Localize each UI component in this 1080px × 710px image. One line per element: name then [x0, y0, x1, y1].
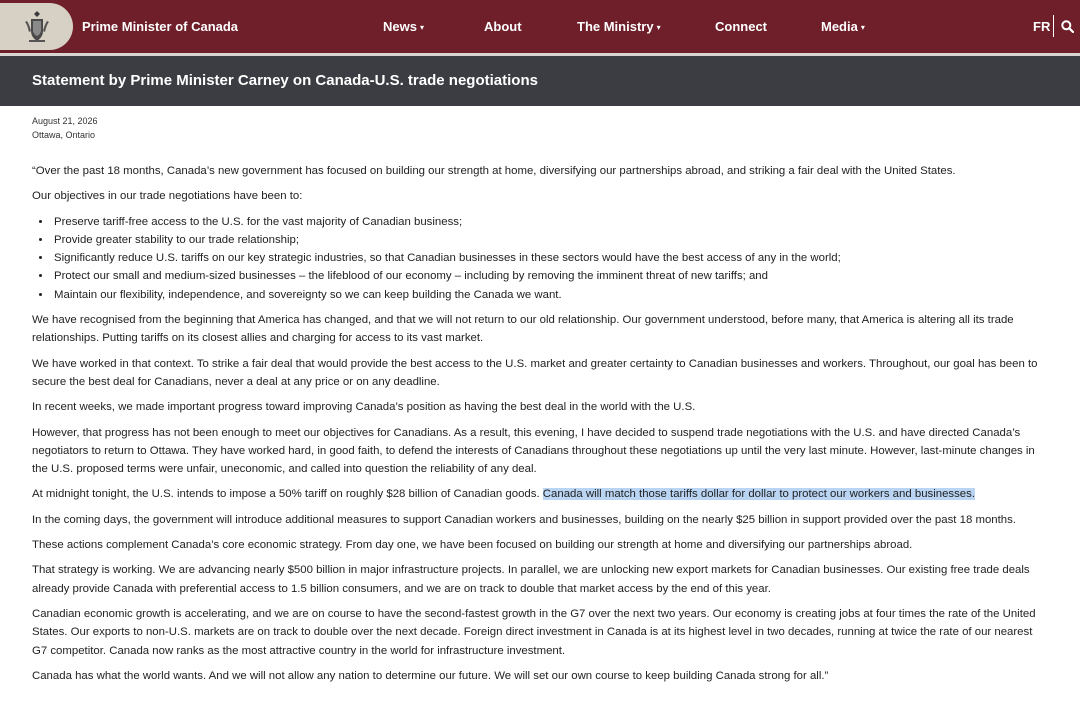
paragraph — [32, 485, 1042, 503]
paragraph: “Over the past 18 months, Canada’s new government has focused on building our strength at home, diversifying our partnerships abroad, and striking a fair deal with the United States. — [32, 165, 956, 177]
nav-about[interactable] — [484, 0, 522, 53]
paragraph-text: At midnight tonight, the U.S. intends to impose a 50% tariff on roughly $28 billion of Canadian goods. — [32, 488, 543, 501]
chevron-down-icon: ▾ — [419, 23, 424, 32]
nav-connect-label: Connect — [715, 19, 767, 34]
site-title[interactable]: Prime Minister of Canada — [82, 19, 239, 34]
list-item: • Significantly reduce U.S. tariffs on our key strategic industries, so that Canadian businesses in these sectors would have the best access of any in the world; — [52, 249, 1042, 267]
title-band — [0, 56, 1080, 106]
paragraph: Canadian economic growth is accelerating, and we are on course to have the second-fastest growth in the G7 over the next two years. Our economy is creating jobs at four times the rate of the United States. Our exports to non-U.S. markets are on track to double over the next decade. Foreign direct investment in Canada is at its highest level in two decades, running at twice the rate of our nearest G7 competitor. Canada now ranks as the most attractive country in the world for infrastructure investment. — [32, 607, 1036, 657]
nav-news-label: News — [383, 19, 417, 34]
statement-body — [32, 162, 1042, 692]
paragraph: That strategy is working. We are advancing nearly $500 billion in major infrastructure projects. In parallel, we are unlocking new export markets for Canadian businesses. Our existing free trade deals already provide Canada with preferential access to 1.5 billion consumers, and we are on track to double that market access by the end of this year. — [32, 564, 1030, 595]
publish-date: August 21, 2026 — [32, 116, 98, 126]
language-toggle[interactable]: FR — [1033, 19, 1051, 34]
list-item: • Maintain our flexibility, independence, and sovereignty so we can keep building the Canada we want. — [52, 286, 1042, 304]
page-title: Statement by Prime Minister Carney on Canada-U.S. trade negotiations — [32, 72, 538, 89]
paragraph: We have recognised from the beginning that America has changed, and that we will not return to our old relationship. Our government understood, before many, that America is altering all its trade relationships. Putting tariffs on its closest allies and charging for access to its vast market. — [32, 314, 1014, 345]
coat-of-arms-logo[interactable] — [0, 3, 73, 50]
selected-text-highlight[interactable]: Canada will match those tariffs dollar for dollar to protect our workers and businesses. — [542, 488, 976, 501]
nav-media[interactable] — [821, 0, 865, 53]
list-item: • Protect our small and medium-sized businesses – the lifeblood of our economy – including by removing the imminent threat of new tariffs; and — [52, 267, 1042, 285]
publish-location: Ottawa, Ontario — [32, 130, 96, 140]
paragraph: These actions complement Canada’s core economic strategy. From day one, we have been focused on building our strength at home and diversifying our partnerships abroad. — [32, 539, 913, 552]
search-icon[interactable] — [1061, 20, 1074, 33]
nav-about-label: About — [484, 19, 522, 34]
coat-of-arms-icon — [23, 10, 51, 44]
paragraph: In the coming days, the government will introduce additional measures to support Canadian workers and businesses, building on the nearly $25 billion in support provided over the past 18 months. — [32, 513, 1016, 526]
paragraph: Canada has what the world wants. And we will not allow any nation to determine our future. We will set our own course to keep building Canada strong for all.” — [32, 669, 829, 682]
paragraph: In recent weeks, we made important progress toward improving Canada’s position as having the best deal in the world with the U.S. — [32, 401, 696, 414]
paragraph: Our objectives in our trade negotiations have been to: — [32, 190, 303, 203]
paragraph: However, that progress has not been enough to meet our objectives for Canadians. As a result, this evening, I have decided to suspend trade negotiations with the U.S. and have directed Canada’s negotiators to return to Ottawa. They have worked hard, in good faith, to defend the interests of Canadians throughout these negotiations up until the very last minute. However, last-minute changes in the U.S. proposed terms were unfair, uneconomic, and called into question the reliability of any deal. — [32, 426, 1035, 476]
chevron-down-icon: ▾ — [656, 23, 661, 32]
list-item: • Preserve tariff-free access to the U.S. for the vast majority of Canadian business; — [52, 213, 1042, 231]
nav-media-label: Media — [821, 19, 858, 34]
chevron-down-icon: ▾ — [860, 23, 865, 32]
top-nav-bar — [0, 0, 1080, 53]
paragraph: We have worked in that context. To strike a fair deal that would provide the best access to the U.S. market and greater certainty to Canadian businesses and workers. Throughout, our goal has been to secure the best deal for Canadians, never a deal at any price or on any deadline. — [32, 357, 1038, 388]
list-item: • Provide greater stability to our trade relationship; — [52, 231, 1042, 249]
nav-the-ministry-label: The Ministry — [577, 19, 654, 34]
nav-the-ministry[interactable] — [577, 0, 661, 53]
nav-news[interactable] — [383, 0, 424, 53]
nav-divider — [1053, 15, 1054, 37]
objectives-list — [32, 213, 1042, 304]
nav-connect[interactable] — [715, 0, 767, 53]
